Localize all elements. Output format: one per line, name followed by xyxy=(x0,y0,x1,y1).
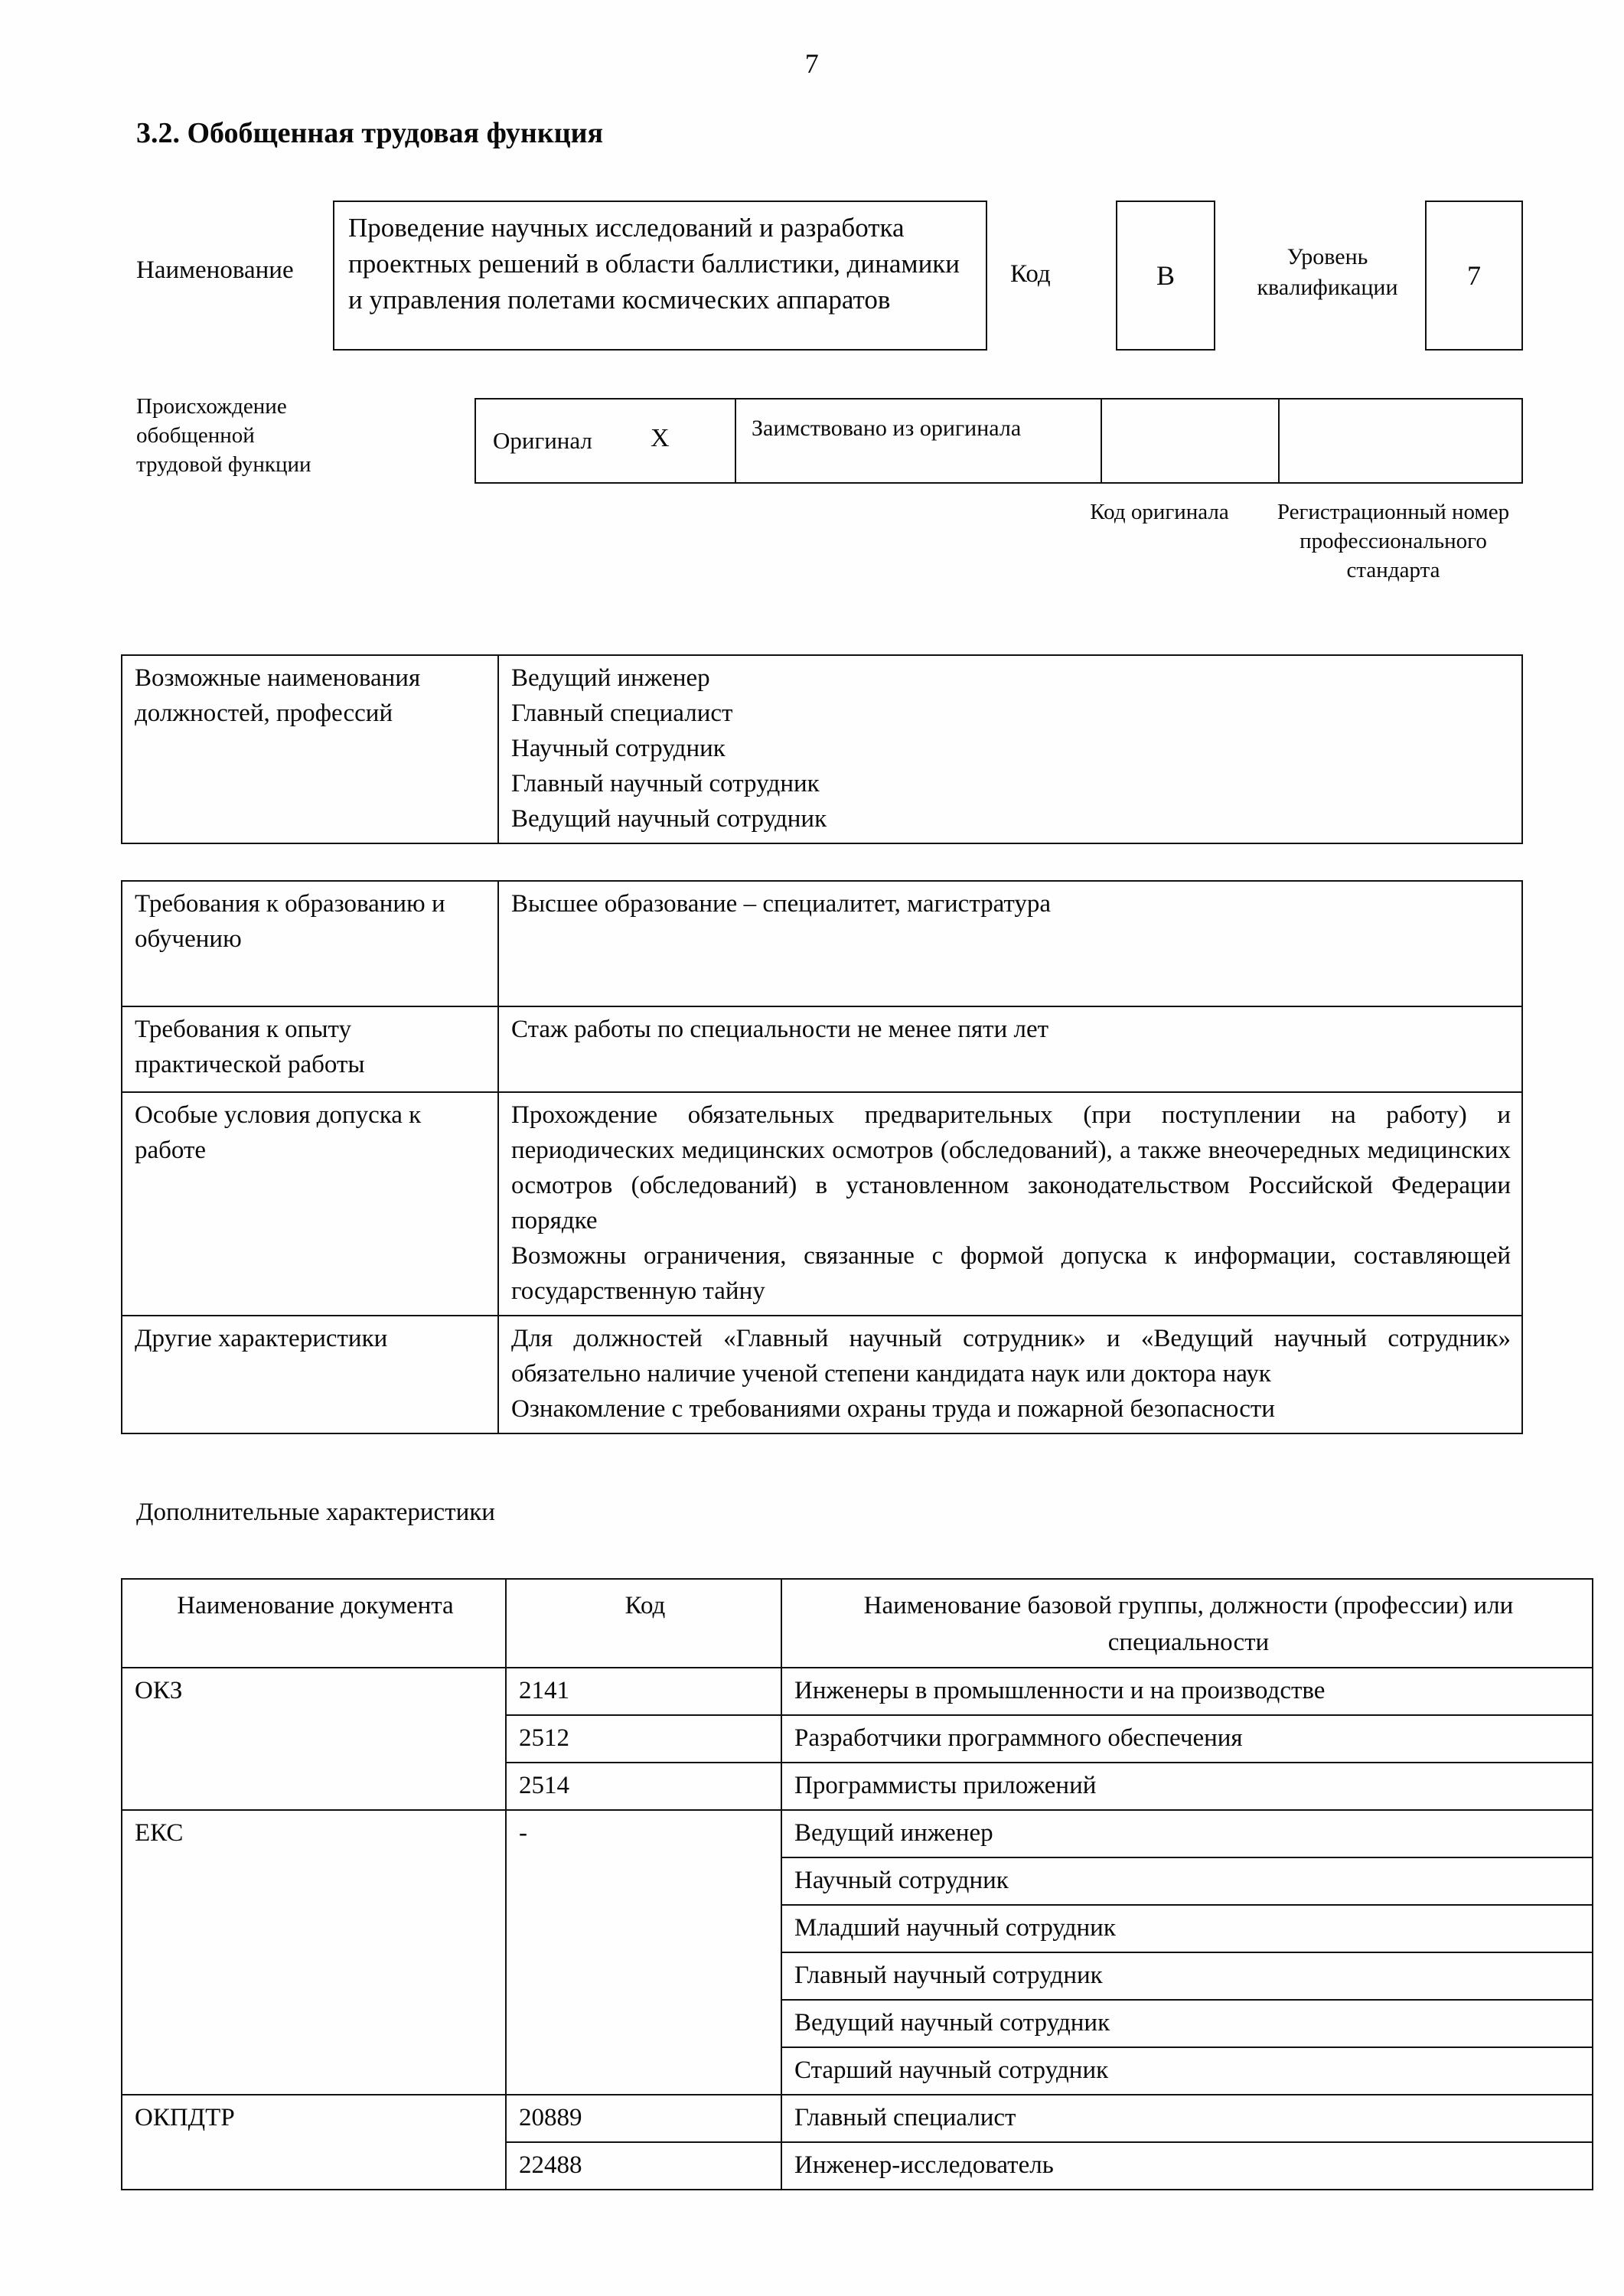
group-name-cell: Научный сотрудник xyxy=(781,1857,1593,1905)
group-name-cell: Ведущий научный сотрудник xyxy=(781,2000,1593,2047)
group-name-cell: Ведущий инженер xyxy=(781,1810,1593,1857)
list-item: Главный научный сотрудник xyxy=(511,770,820,797)
possible-titles-values xyxy=(498,655,1522,843)
origin-label: Происхождение обобщенной трудовой функции xyxy=(136,394,311,477)
table-row xyxy=(122,1092,1522,1316)
table-row xyxy=(122,1006,1522,1092)
list-item: Ведущий научный сотрудник xyxy=(511,805,827,833)
code-label: Код xyxy=(1010,260,1051,288)
other-characteristics-label: Другие характеристики xyxy=(122,1316,498,1433)
column-header-code: Код xyxy=(506,1579,781,1668)
possible-titles-label: Возможные наименования должностей, профессий xyxy=(122,655,498,843)
code-cell: 2514 xyxy=(506,1763,781,1810)
list-item: Ведущий инженер xyxy=(511,664,710,692)
origin-borrowed-label: Заимствовано из оригинала xyxy=(752,416,1022,441)
code-cell: 22488 xyxy=(506,2142,781,2190)
document-name-cell: ОКПДТР xyxy=(122,2095,506,2190)
code-cell: 2512 xyxy=(506,1715,781,1763)
document-name-cell: ОКЗ xyxy=(122,1668,506,1810)
paragraph: Прохождение обязательных предварительных (при поступлении на работу) и периодических медицинских осмотров (обследований), а также внеочередных медицинских осмотров (обследований) в установленном законодательством Российской Федерации порядке xyxy=(511,1101,1511,1234)
origin-cell-registration-number xyxy=(1280,400,1521,482)
requirements-table xyxy=(121,880,1523,1434)
name-label: Наименование xyxy=(136,256,294,284)
code-cell: 20889 xyxy=(506,2095,781,2142)
table-row xyxy=(122,655,1522,843)
table-row xyxy=(122,881,1522,1006)
other-characteristics-value xyxy=(498,1316,1522,1433)
paragraph: Возможны ограничения, связанные с формой допуска к информации, составляющей государственную тайну xyxy=(511,1242,1511,1305)
group-name-cell: Программисты приложений xyxy=(781,1763,1593,1810)
additional-characteristics-heading: Дополнительные характеристики xyxy=(136,1499,495,1526)
origin-cell-original xyxy=(476,400,736,482)
section-heading: 3.2. Обобщенная трудовая функция xyxy=(136,117,604,149)
table-row xyxy=(122,2095,1593,2142)
table-row xyxy=(122,1668,1593,1715)
page-number: 7 xyxy=(804,48,820,79)
caption-original-code: Код оригинала xyxy=(1090,500,1229,524)
possible-titles-table xyxy=(121,654,1523,844)
table-row xyxy=(122,1316,1522,1433)
group-name-cell: Разработчики программного обеспечения xyxy=(781,1715,1593,1763)
group-name-cell: Инженер-исследователь xyxy=(781,2142,1593,2190)
group-name-cell: Младший научный сотрудник xyxy=(781,1905,1593,1952)
code-cell: 2141 xyxy=(506,1668,781,1715)
column-header-name: Наименование базовой группы, должности (профессии) или специальности xyxy=(781,1579,1593,1668)
group-name-cell: Инженеры в промышленности и на производстве xyxy=(781,1668,1593,1715)
table-header-row xyxy=(122,1579,1593,1668)
additional-characteristics-table xyxy=(121,1578,1593,2190)
table-row xyxy=(122,1810,1593,1857)
education-requirements-value: Высшее образование – специалитет, магистратура xyxy=(498,881,1522,1006)
origin-original-label: Оригинал xyxy=(493,427,592,454)
list-item: Главный специалист xyxy=(511,700,733,727)
group-name-cell: Старший научный сотрудник xyxy=(781,2047,1593,2095)
list-item: Научный сотрудник xyxy=(511,735,726,762)
document-name-cell: ЕКС xyxy=(122,1810,506,2095)
qualification-level-value-box: 7 xyxy=(1425,201,1523,351)
column-header-document: Наименование документа xyxy=(122,1579,506,1668)
qualification-level-label: Уровень квалификации xyxy=(1257,244,1398,300)
paragraph: Для должностей «Главный научный сотрудник» и «Ведущий научный сотрудник» обязательно наличие ученой степени кандидата наук или доктора наук xyxy=(511,1325,1511,1388)
code-value-box: B xyxy=(1116,201,1215,351)
origin-cell-borrowed xyxy=(736,400,1102,482)
code-cell: - xyxy=(506,1810,781,2095)
group-name-cell: Главный научный сотрудник xyxy=(781,1952,1593,2000)
origin-original-mark: X xyxy=(651,424,670,452)
experience-requirements-value: Стаж работы по специальности не менее пяти лет xyxy=(498,1006,1522,1092)
group-name-cell: Главный специалист xyxy=(781,2095,1593,2142)
name-value-box: Проведение научных исследований и разработка проектных решений в области баллистики, динамики и управления полетами космических аппаратов xyxy=(333,201,987,351)
caption-registration-number: Регистрационный номер профессионального стандарта xyxy=(1277,500,1510,582)
origin-cell-code xyxy=(1102,400,1280,482)
education-requirements-label: Требования к образованию и обучению xyxy=(122,881,498,1006)
special-conditions-value xyxy=(498,1092,1522,1316)
experience-requirements-label: Требования к опыту практической работы xyxy=(122,1006,498,1092)
origin-table xyxy=(474,398,1523,484)
special-conditions-label: Особые условия допуска к работе xyxy=(122,1092,498,1316)
paragraph: Ознакомление с требованиями охраны труда и пожарной безопасности xyxy=(511,1395,1275,1423)
